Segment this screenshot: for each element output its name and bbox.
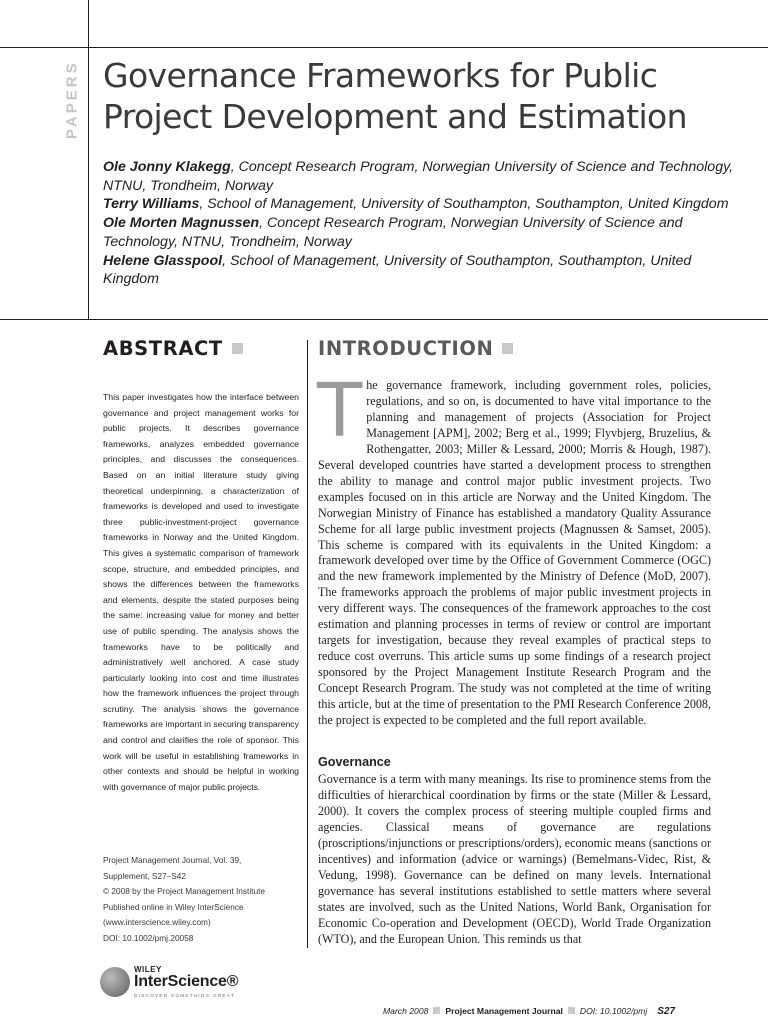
heading-square-icon <box>232 343 243 354</box>
author-affiliation: , Concept Research Program, Norwegian University of Science and Technology, NTNU, Trondheim, Norway <box>103 159 734 194</box>
footer-doi: DOI: 10.1002/pmj <box>579 1006 648 1016</box>
author-name: Helene Glasspool <box>103 252 223 269</box>
author-entry <box>103 214 743 251</box>
drop-cap: T <box>317 368 363 454</box>
section-label: PAPERS <box>63 60 81 140</box>
author-affiliation: , School of Management, University of Southampton, Southampton, United Kingdom <box>103 252 692 288</box>
title-line-1: Governance Frameworks for Public <box>103 56 658 95</box>
author-entry <box>103 195 743 214</box>
author-name: Ole Jonny Klakegg <box>103 159 231 175</box>
pubinfo-line: Published online in Wiley InterScience <box>103 901 244 912</box>
author-affiliation: , Concept Research Program, Norwegian University of Science and Technology, NTNU, Trondheim, Norway <box>103 215 683 250</box>
top-vertical-rule <box>88 0 89 320</box>
governance-text: Governance is a term with many meanings. Its rise to prominence stems from the difficulties of hierarchical coordination by firms or the state (Miller & Lessard, 2000). It covers the complex process of steering multiple coupled firms and agencies. Classical means of governance are regulations (proscriptions/injunctions or prescriptions/orders), economic means (sanctions or incentives) and information (advice or warnings) (Bemelmans-Videc, Rist, & Vedung, 1998). Governance can be defined on many levels. International governance has several institutions established to settle matters where several states are involved, such as the United Nations, World Bank, Organisation for Economic Co-operation and Development (OECD), World Trade Organization (WTO), and the European Union. This reminds us that <box>318 772 711 946</box>
pubinfo-line: Supplement, S27–S42 <box>103 870 187 881</box>
article-title <box>103 55 743 137</box>
logo-tagline: DISCOVER SOMETHING GREAT <box>134 993 236 998</box>
header-divider-top <box>0 47 768 48</box>
page-footer <box>383 1006 675 1017</box>
governance-heading: Governance <box>318 755 391 769</box>
author-entry <box>103 158 743 195</box>
author-name: Ole Morten Magnussen <box>103 215 260 232</box>
globe-icon <box>100 967 130 997</box>
publication-info <box>103 853 303 947</box>
page-number: S27 <box>657 1006 676 1017</box>
author-list <box>103 158 743 289</box>
author-affiliation: , School of Management, University of Southampton, Southampton, United Kingdom <box>199 196 729 213</box>
abstract-heading <box>103 337 243 360</box>
author-name: Terry Williams <box>103 196 200 213</box>
pubinfo-line: DOI: 10.1002/pmj.20058 <box>103 932 194 943</box>
introduction-text <box>317 368 711 729</box>
column-divider <box>307 340 308 948</box>
introduction-heading-text: INTRODUCTION <box>318 337 494 360</box>
header-divider-bottom <box>0 319 768 320</box>
author-entry <box>103 252 743 289</box>
abstract-heading-text: ABSTRACT <box>103 337 223 360</box>
logo-name: InterScience® <box>134 973 239 990</box>
introduction-heading <box>318 337 513 360</box>
heading-square-icon <box>502 343 513 354</box>
pubinfo-line: © 2008 by the Project Management Institute <box>103 886 266 897</box>
introduction-paragraph: he governance framework, including government roles, policies, regulations, and so on, is documented to have vital importance to the planning and management of projects (Association for Project Management [APM], 2002; Berg et al., 1999; Flyvbjerg, Bruzelius, & Rothengatter, 2003; Miller & Lessard, 2000; Morris & Hough, 1987). Several developed countries have started a development process to strengthen the ability to manage and control major public investment projects. Two examples focused on in this article are Norway and the United Kingdom. The Norwegian Ministry of Finance has established a mandatory Quality Assurance Scheme for all large public investment projects (Magnussen & Samset, 2005). This scheme is compared with its equivalents in the United Kingdom: a framework developed over time by the Office of Government Commerce (OGC) and the new framework implemented by the Ministry of Defence (MoD, 2007). The frameworks approach the problems of major public investment projects in very different ways. The consequences of the framework approaches to the cost estimation and planning processes in terms of review or control are important targets for investigation, because they reveal examples of practical steps to reduce cost overruns. This article sums up some findings of a research project sponsored by the Project Management Institute Research Program and the Concept Research Program. The study was not completed at the time of writing this article, but at the time of presentation to the PMI Research Conference 2008, the project is expected to be completed and the full report available. <box>318 378 711 728</box>
wiley-interscience-logo <box>100 965 300 1005</box>
pubinfo-line: Project Management Journal, Vol. 39, <box>103 855 242 865</box>
pubinfo-line: (www.interscience.wiley.com) <box>103 917 211 928</box>
footer-date: March 2008 <box>383 1006 429 1016</box>
logo-publisher: WILEY <box>134 965 162 974</box>
abstract-text: This paper investigates how the interface between governance and project management works for public projects. It describes governance frameworks, analyzes embedded governance principles, and discusses the consequences. Based on an initial literature study giving theoretical underpinning, a characterization of frameworks is developed and used to investigate three public-investment-project governance frameworks in Norway and the United Kingdom. This gives a systematic comparison of framework scope, structure, and embedded principles, and shows the differences between the frameworks and elements, despite the stated purposes being the same: increasing value for money and better use of public spending. The analysis shows the frameworks have to be politically and administratively well anchored. A case study particularly looking into cost and time illustrates how the framework influences the project through scrutiny. The analysis shows the governance frameworks are important in securing transparency and control and clarifies the role of sponsor. This work will be useful in establishing frameworks in other contexts and should be helpful in working with governance of major public projects. <box>103 392 299 792</box>
footer-square-icon <box>568 1007 575 1014</box>
title-line-2: Project Development and Estimation <box>103 97 687 136</box>
footer-square-icon <box>433 1007 440 1014</box>
footer-journal: Project Management Journal <box>445 1006 563 1016</box>
